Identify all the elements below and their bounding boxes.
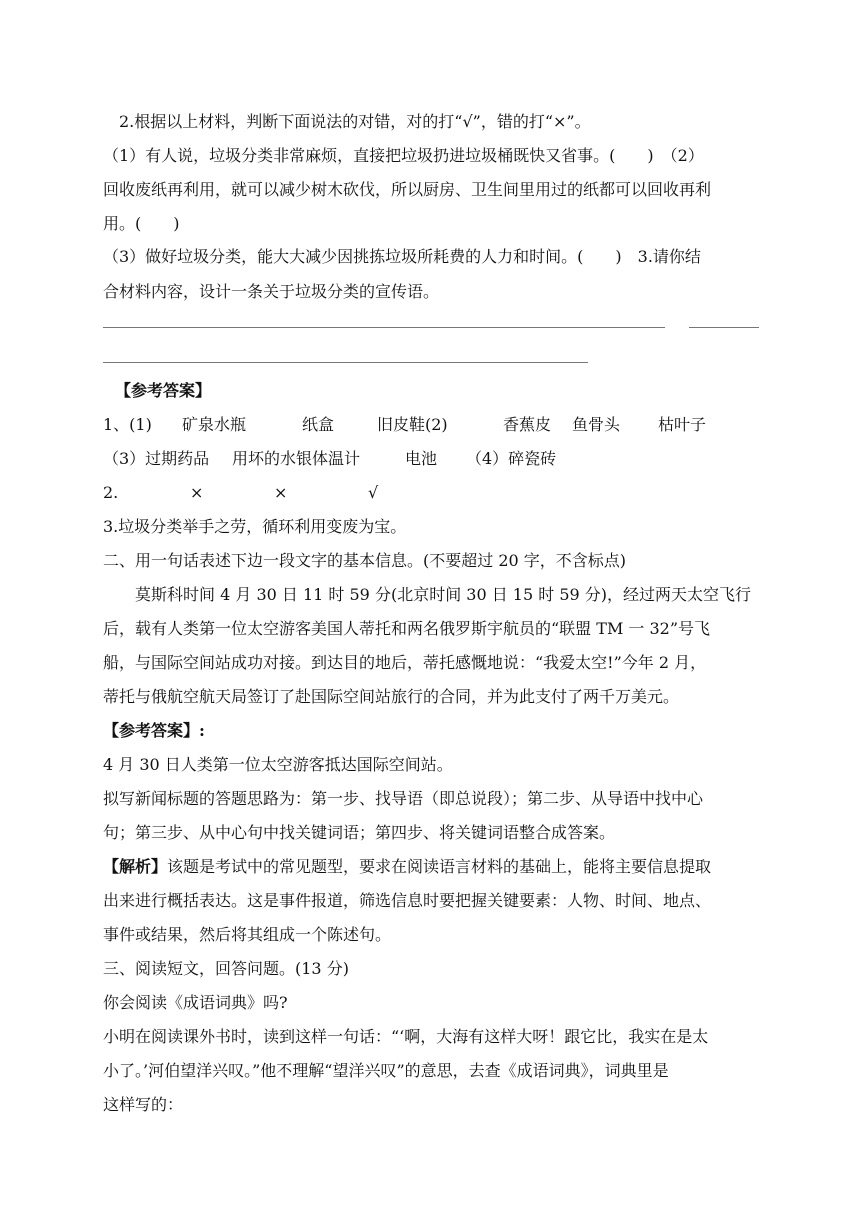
passage-line: 船，与国际空间站成功对接。到达目的地后，蒂托感慨地说：“我爱太空!”今年 2 月， bbox=[103, 653, 707, 672]
answer-mark: × bbox=[190, 483, 204, 502]
analysis-line: 事件或结果，然后将其组成一个陈述句。 bbox=[103, 925, 392, 944]
section-2-title: 二、用一句话表述下边一段文字的基本信息。(不要超过 20 字，不含标点) bbox=[103, 551, 627, 570]
answer-mark: √ bbox=[368, 483, 379, 502]
answer-blank-line bbox=[689, 327, 759, 328]
question-2-instruction: 2.根据以上材料，判断下面说法的对错，对的打“√”，错的打“×”。 bbox=[103, 112, 591, 131]
answer-3-text: 3.垃圾分类举手之劳，循环利用变废为宝。 bbox=[103, 517, 407, 536]
question-2-line-3: 用。( ) bbox=[103, 214, 180, 233]
answer-item: 纸盒 bbox=[302, 415, 335, 434]
answer-mark: × bbox=[274, 483, 288, 502]
answer-item: 旧皮鞋(2) bbox=[377, 415, 448, 434]
question-2-line-1: （1）有人说，垃圾分类非常麻烦，直接把垃圾扔进垃圾桶既快又省事。( ) （2） bbox=[103, 146, 704, 165]
section-heading-answers: 【参考答案】 bbox=[115, 381, 212, 400]
section-heading-answers: 【参考答案】: bbox=[103, 721, 205, 740]
answer-item: 矿泉水瓶 bbox=[182, 415, 247, 434]
answer-1-label: 1、(1) bbox=[103, 415, 152, 434]
passage-line: 莫斯科时间 4 月 30 日 11 时 59 分(北京时间 30 日 15 时 59 分)，经过两天太空飞行 bbox=[103, 585, 752, 604]
answer-approach-line: 句；第三步、从中心句中找关键词语；第四步、将关键词语整合成答案。 bbox=[103, 823, 616, 842]
answer-item: 用坏的水银体温计 bbox=[232, 449, 361, 468]
section-3-subtitle: 你会阅读《成语词典》吗? bbox=[103, 993, 288, 1012]
answer-blank-line bbox=[103, 362, 588, 363]
analysis-line bbox=[103, 856, 759, 878]
analysis-line: 出来进行概括表达。这是事件报道，筛选信息时要把握关键要素：人物、时间、地点、 bbox=[103, 891, 712, 910]
answer-approach-line: 拟写新闻标题的答题思路为：第一步、找导语（即总说段）；第二步、从导语中找中心 bbox=[103, 789, 704, 808]
passage-line: 蒂托与俄航空航天局签订了赴国际空间站旅行的合同，并为此支付了两千万美元。 bbox=[103, 687, 680, 706]
analysis-label: 【解析】 bbox=[103, 857, 168, 876]
passage-line: 小明在阅读课外书时，读到这样一句话：“‘啊，大海有这样大呀！跟它比，我实在是太 bbox=[103, 1027, 709, 1046]
answer-item: 电池 bbox=[405, 449, 438, 468]
question-2-line-4: （3）做好垃圾分类，能大大减少因挑拣垃圾所耗费的人力和时间。( ) 3.请你结 bbox=[103, 247, 701, 266]
passage-line: 小了。’河伯望洋兴叹。”他不理解“望洋兴叹”的意思，去查《成语词典》，词典里是 bbox=[103, 1061, 669, 1080]
passage-line: 后，载有人类第一位太空游客美国人蒂托和两名俄罗斯宇航员的“联盟 TM 一 32”号飞 bbox=[103, 619, 711, 638]
answer-item: 香蕉皮 bbox=[503, 415, 552, 434]
answer-item: （4）碎瓷砖 bbox=[466, 449, 557, 468]
answer-blank-line bbox=[103, 327, 665, 328]
answer-text: 4 月 30 日人类第一位太空游客抵达国际空间站。 bbox=[103, 755, 453, 774]
answer-item: （3）过期药品 bbox=[103, 449, 210, 468]
question-2-line-2: 回收废纸再利用，就可以减少树木砍伐，所以厨房、卫生间里用过的纸都可以回收再利 bbox=[103, 180, 712, 199]
answer-2-label: 2. bbox=[103, 483, 119, 502]
answer-item: 鱼骨头 bbox=[572, 415, 621, 434]
answer-item: 枯叶子 bbox=[658, 415, 707, 434]
section-3-title: 三、阅读短文，回答问题。(13 分) bbox=[103, 959, 349, 978]
analysis-text: 该题是考试中的常见题型，要求在阅读语言材料的基础上，能将主要信息提取 bbox=[167, 857, 712, 876]
passage-line: 这样写的： bbox=[103, 1095, 184, 1114]
question-3-prompt: 合材料内容，设计一条关于垃圾分类的宣传语。 bbox=[103, 282, 440, 301]
